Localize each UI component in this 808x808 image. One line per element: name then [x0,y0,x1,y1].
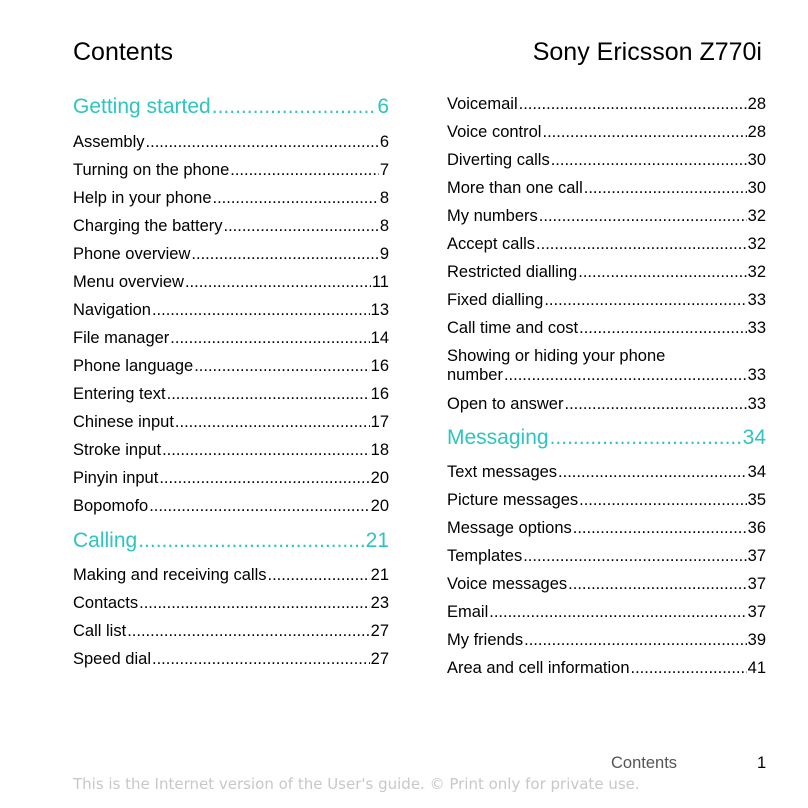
section-messaging[interactable] [447,424,766,452]
toc-entry[interactable] [447,519,766,538]
entry-label: Voice messages [447,575,568,593]
entry-page: 20 [370,497,389,515]
entry-line2 [447,366,766,385]
entry-label: Area and cell information [447,659,630,677]
entry-label: Voicemail [447,95,518,113]
entry-page: 34 [747,463,766,481]
toc-entry[interactable] [73,622,389,641]
entry-label: Navigation [73,301,151,319]
leader-dots [550,424,742,452]
section-page: 21 [365,529,389,552]
entry-label-line2: number [447,366,503,384]
footer-section-label: Contents [611,754,678,772]
toc-entry[interactable] [447,95,766,114]
entry-page: 37 [747,575,766,593]
toc-entry[interactable] [73,357,389,376]
leader-dots [139,594,370,613]
entry-label: Menu overview [73,273,184,291]
entry-label: Help in your phone [73,189,212,207]
entry-page: 30 [747,179,766,197]
toc-entry[interactable] [447,123,766,142]
toc-entry[interactable] [73,413,389,432]
toc-entry[interactable] [447,547,766,566]
section-label: Calling [73,529,138,552]
entry-page: 8 [379,189,389,207]
leader-dots [194,357,369,376]
entry-page: 18 [370,441,389,459]
entry-label: Assembly [73,133,145,151]
leader-dots [536,235,747,254]
entry-page: 37 [747,603,766,621]
leader-dots [185,273,371,292]
entry-label: Text messages [447,463,558,481]
entry-page: 33 [747,319,766,337]
entry-page: 35 [747,491,766,509]
entry-label: Restricted dialling [447,263,578,281]
toc-entry[interactable] [447,319,766,338]
page-title: Contents [73,38,174,66]
leader-dots [542,123,746,142]
toc-entry[interactable] [73,273,389,292]
entry-page: 32 [747,235,766,253]
leader-dots [568,575,746,594]
entry-label: Speed dial [73,650,151,668]
entry-page: 36 [747,519,766,537]
leader-dots [573,519,747,538]
leader-dots [162,441,370,460]
toc-entry[interactable] [73,217,389,236]
leader-dots [175,413,370,432]
toc-entry[interactable] [447,207,766,226]
leader-dots [268,566,370,585]
entry-page: 27 [370,650,389,668]
leader-dots [584,179,747,198]
entry-label: Chinese input [73,413,174,431]
entry-page: 17 [370,413,389,431]
entry-page: 28 [747,123,766,141]
entry-page: 14 [370,329,389,347]
leader-dots [579,491,747,510]
leader-dots [558,463,747,482]
entry-label: My numbers [447,207,538,225]
entry-label: Phone overview [73,245,191,263]
entry-page: 33 [747,395,766,413]
entry-label: Pinyin input [73,469,159,487]
entry-page: 13 [370,301,389,319]
entry-page: 28 [747,95,766,113]
entry-page: 33 [747,366,766,384]
leader-dots [138,527,364,555]
toc-entry[interactable] [73,441,389,460]
leader-dots [146,133,379,152]
watermark-notice: This is the Internet version of the User's guide. © Print only for private use. [73,775,640,793]
leader-dots [224,217,379,236]
leader-dots [167,385,370,404]
leader-dots [152,650,370,669]
entry-page: 9 [379,245,389,263]
toc-entry-two-line[interactable] [447,347,766,385]
leader-dots [170,329,369,348]
entry-label: Email [447,603,489,621]
leader-dots [539,207,747,226]
leader-dots [489,603,746,622]
entry-page: 11 [371,273,389,291]
entry-page: 6 [379,133,389,151]
toc-entry[interactable] [73,161,389,180]
entry-label: File manager [73,329,170,347]
toc-entry[interactable] [447,291,766,310]
toc-entry[interactable] [447,395,766,414]
product-title: Sony Ericsson Z770i [532,38,762,66]
toc-entry[interactable] [73,245,389,264]
entry-page: 16 [370,357,389,375]
entry-page: 16 [370,385,389,403]
section-getting-started[interactable] [73,93,389,121]
entry-page: 27 [370,622,389,640]
entry-label: Diverting calls [447,151,550,169]
entry-label: Phone language [73,357,194,375]
toc-entry[interactable] [447,659,766,678]
toc-entry[interactable] [73,329,389,348]
entry-label: Call list [73,622,127,640]
toc-entry[interactable] [447,631,766,650]
toc-entry[interactable] [447,151,766,170]
entry-page: 7 [379,161,389,179]
toc-entry[interactable] [73,469,389,488]
leader-dots [564,395,746,414]
entry-label: Turning on the phone [73,161,230,179]
entry-label: My friends [447,631,524,649]
toc-entry[interactable] [73,189,389,208]
leader-dots [212,93,377,121]
toc-entry[interactable] [73,497,389,516]
entry-label: Stroke input [73,441,162,459]
entry-page: 8 [379,217,389,235]
leader-dots [149,497,369,516]
entry-label: Accept calls [447,235,536,253]
entry-page: 20 [370,469,389,487]
toc-entry[interactable] [447,603,766,622]
entry-label: Message options [447,519,572,537]
leader-dots [213,189,379,208]
section-calling[interactable] [73,527,389,555]
footer-page-number: 1 [757,754,767,772]
section-page: 6 [377,95,389,118]
leader-dots [127,622,369,641]
leader-dots [504,366,747,385]
entry-label: Bopomofo [73,497,149,515]
entry-label: Charging the battery [73,217,223,235]
entry-page: 21 [370,566,389,584]
entry-label: Picture messages [447,491,579,509]
entry-label: Open to answer [447,395,564,413]
toc-entry[interactable] [447,491,766,510]
leader-dots [578,263,746,282]
leader-dots [579,319,747,338]
entry-page: 32 [747,263,766,281]
entry-page: 32 [747,207,766,225]
toc-entry[interactable] [73,566,389,585]
leader-dots [524,631,747,650]
entry-label: Voice control [447,123,542,141]
toc-entry[interactable] [447,463,766,482]
entry-page: 30 [747,151,766,169]
leader-dots [159,469,369,488]
toc-entry[interactable] [447,263,766,282]
leader-dots [523,547,746,566]
entry-page: 41 [747,659,766,677]
toc-entry[interactable] [447,179,766,198]
toc-entry[interactable] [447,575,766,594]
toc-entry[interactable] [73,301,389,320]
leader-dots [519,95,747,114]
leader-dots [551,151,747,170]
toc-entry[interactable] [73,650,389,669]
entry-page: 39 [747,631,766,649]
leader-dots [544,291,746,310]
entry-page: 23 [370,594,389,612]
section-page: 34 [742,426,766,449]
entry-label: Fixed dialling [447,291,544,309]
leader-dots [631,659,747,678]
entry-page: 37 [747,547,766,565]
entry-label: Contacts [73,594,139,612]
entry-label: More than one call [447,179,583,197]
entry-label-line1: Showing or hiding your phone [447,347,666,365]
leader-dots [230,161,379,180]
entry-label: Entering text [73,385,166,403]
leader-dots [152,301,370,320]
entry-page: 33 [747,291,766,309]
toc-entry[interactable] [73,133,389,152]
toc-entry[interactable] [73,385,389,404]
leader-dots [191,245,378,264]
section-label: Getting started [73,95,211,118]
entry-label: Templates [447,547,523,565]
toc-entry[interactable] [447,235,766,254]
entry-label: Making and receiving calls [73,566,267,584]
entry-label: Call time and cost [447,319,579,337]
toc-entry[interactable] [73,594,389,613]
section-label: Messaging [447,426,549,449]
